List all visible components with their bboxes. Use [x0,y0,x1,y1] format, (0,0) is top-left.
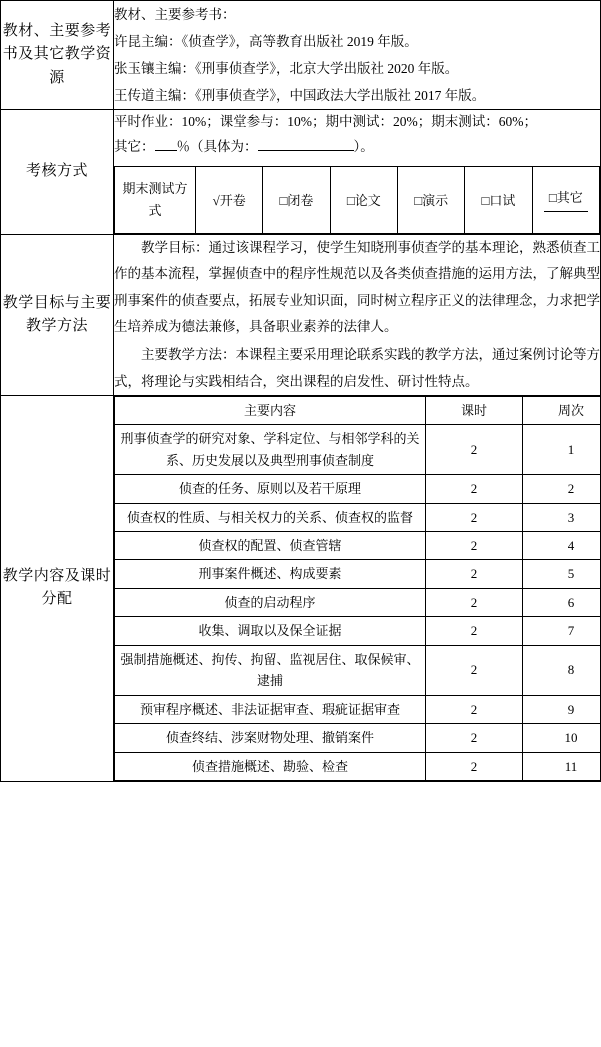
exam-option-label: 演示 [422,193,449,209]
schedule-topic: 侦查的启动程序 [115,588,426,616]
table-row [115,588,601,616]
schedule-hours: 2 [426,695,523,723]
schedule-topic: 刑事侦查学的研究对象、学科定位、与相邻学科的关系、历史发展以及典型刑事侦查制度 [115,425,426,475]
schedule-hours: 2 [426,588,523,616]
exam-option-oral[interactable] [465,166,532,233]
schedule-topic: 预审程序概述、非法证据审查、瑕疵证据审查 [115,695,426,723]
schedule-topic: 侦查权的配置、侦查管辖 [115,532,426,560]
table-row [115,695,601,723]
table-row [115,560,601,588]
schedule-week: 11 [523,752,601,780]
exam-format-table [114,166,600,234]
exam-option-paper[interactable] [330,166,397,233]
schedule-topic: 侦查的任务、原则以及若干原理 [115,475,426,503]
table-row [115,503,601,531]
table-row [115,475,601,503]
schedule-hours: 2 [426,617,523,645]
exam-option-label: 论文 [354,193,381,209]
exam-option-label: 闭卷 [287,193,314,209]
table-row-exam-format [115,166,600,233]
schedule-week: 1 [523,425,601,475]
schedule-hours: 2 [426,532,523,560]
table-row [115,752,601,780]
table-row-textbook [1,1,601,110]
checkbox-icon: □ [414,193,423,209]
table-row-goals [1,234,601,395]
textbook-heading: 教材、主要参考书： [114,7,236,22]
assessment-weights: 平时作业：10%；课堂参与：10%；期中测试：20%；期末测试：60%； [114,114,537,129]
goals-content [114,234,601,395]
plan-content [114,395,601,781]
assessment-other-suffix: ）。 [353,138,374,154]
exam-format-label: 期末测试方式 [115,166,196,233]
schedule-topic: 侦查措施概述、勘验、检查 [115,752,426,780]
checkbox-icon: □ [548,189,557,205]
checkbox-icon: □ [481,193,490,209]
assessment-content [114,110,601,235]
assessment-other-mid: ％（具体为： [176,138,258,154]
row-label-assessment: 考核方式 [1,110,114,235]
checkbox-icon: □ [346,193,355,209]
textbook-item: 许昆主编：《侦查学》，高等教育出版社 2019 年版。 [114,34,418,49]
checkbox-icon: □ [279,193,288,209]
table-row [115,724,601,752]
table-row [115,425,601,475]
exam-option-closed-book[interactable] [263,166,330,233]
exam-option-label: 开卷 [219,193,246,209]
schedule-hours: 2 [426,425,523,475]
schedule-hours: 2 [426,752,523,780]
schedule-hours: 2 [426,503,523,531]
table-row [115,532,601,560]
schedule-topic: 刑事案件概述、构成要素 [115,560,426,588]
exam-option-other-blank[interactable] [544,211,588,212]
column-header-week: 周次 [523,396,601,424]
schedule-week: 4 [523,532,601,560]
table-row [115,617,601,645]
schedule-week: 2 [523,475,601,503]
table-row-plan [1,395,601,781]
assessment-other-prefix: 其它： [114,138,155,154]
schedule-week: 3 [523,503,601,531]
schedule-week: 6 [523,588,601,616]
table-header-row [115,396,601,424]
schedule-hours: 2 [426,560,523,588]
assessment-other-detail-blank[interactable] [258,150,354,151]
schedule-week: 7 [523,617,601,645]
exam-option-presentation[interactable] [397,166,464,233]
textbook-item: 王传道主编：《刑事侦查学》，中国政法大学出版社 2017 年版。 [114,88,486,103]
schedule-week: 5 [523,560,601,588]
column-header-hours: 课时 [426,396,523,424]
assessment-other-blank[interactable] [155,150,177,151]
schedule-topic: 侦查权的性质、与相关权力的关系、侦查权的监督 [115,503,426,531]
schedule-topic: 收集、调取以及保全证据 [115,617,426,645]
row-label-plan: 教学内容及课时分配 [1,395,114,781]
schedule-hours: 2 [426,645,523,695]
exam-option-other[interactable] [532,166,599,233]
goals-paragraph: 教学目标：通过该课程学习，使学生知晓刑事侦查学的基本理论，熟悉侦查工作的基本流程，掌握侦查中的程序性规范以及各类侦查措施的运用方法，了解典型刑事案件的侦查要点，拓展专业知识面，同时树立程序正义的法律理念，力求把学生培养成为德法兼修，具备职业素养的法律人。 [114,239,600,334]
exam-option-label: 口试 [489,193,516,209]
schedule-week: 8 [523,645,601,695]
textbook-item: 张玉镶主编：《刑事侦查学》，北京大学出版社 2020 年版。 [114,61,459,76]
column-header-topic: 主要内容 [115,396,426,424]
row-label-goals: 教学目标与主要教学方法 [1,234,114,395]
textbook-content [114,1,601,110]
schedule-table [114,396,601,781]
assessment-other [114,135,600,160]
schedule-topic: 强制措施概述、拘传、拘留、监视居住、取保候审、逮捕 [115,645,426,695]
row-label-textbook: 教材、主要参考书及其它教学资源 [1,1,114,110]
table-row [115,645,601,695]
exam-option-open-book[interactable] [196,166,263,233]
schedule-week: 10 [523,724,601,752]
checkmark-icon: √ [212,193,220,209]
methods-paragraph: 主要教学方法：本课程主要采用理论联系实践的教学方法，通过案例讨论等方式，将理论与实践相结合，突出课程的启发性、研讨性特点。 [114,347,600,389]
schedule-topic: 侦查终结、涉案财物处理、撤销案件 [115,724,426,752]
schedule-hours: 2 [426,475,523,503]
table-row-assessment [1,110,601,235]
schedule-hours: 2 [426,724,523,752]
schedule-week: 9 [523,695,601,723]
exam-option-label: 其它 [556,189,583,205]
